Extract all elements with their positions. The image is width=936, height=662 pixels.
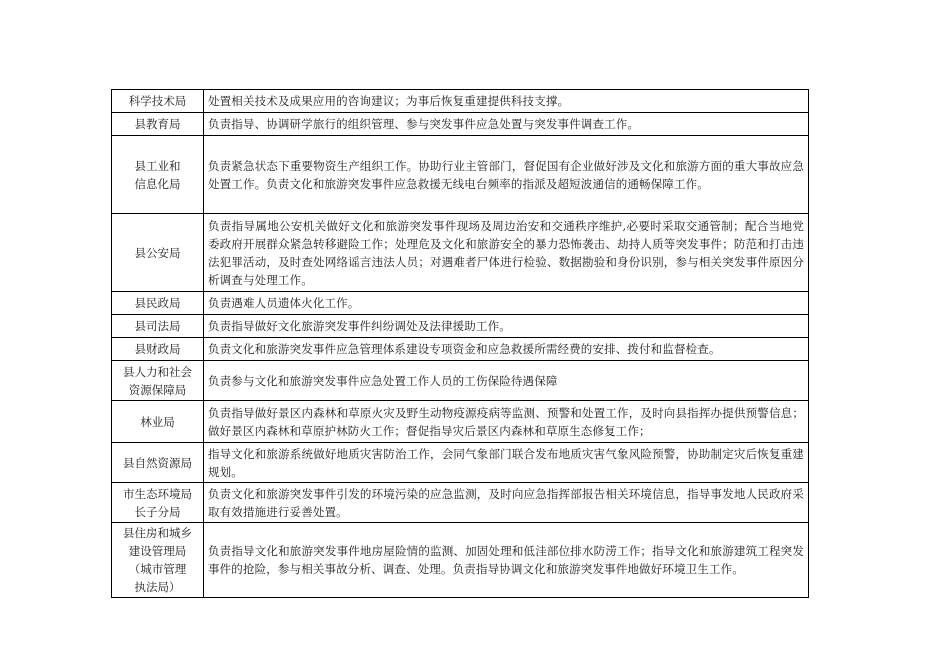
department-name: 市生态环境局 长子分局 (112, 483, 204, 523)
table-row (112, 523, 809, 598)
department-duty: 负责指导、协调研学旅行的组织管理、参与突发事件应急处置与突发事件调查工作。 (204, 113, 809, 136)
table-row (112, 292, 809, 315)
department-duty: 负责遇难人员遗体火化工作。 (204, 292, 809, 315)
department-duty: 负责指导属地公安机关做好文化和旅游突发事件现场及周边治安和交通秩序维护,必要时采取交通管制；配合当地党委政府开展群众紧急转移避险工作；处理危及文化和旅游安全的暴力恐怖袭击、劫持人质等突发事件；防范和打击违法犯罪活动，及时查处网络谣言违法人员；对遇难者尸体进行检验、数据勘验和身份识别，参与相关突发事件原因分析调查与处理工作。 (204, 214, 809, 292)
department-name: 林业局 (112, 401, 204, 443)
department-name: 县住房和城乡 建设管理局 （城市管理 执法局） (112, 523, 204, 598)
department-name: 县人力和社会 资源保障局 (112, 361, 204, 401)
department-name: 科学技术局 (112, 90, 204, 113)
department-duty: 处置相关技术及成果应用的咨询建议；为事后恢复重建提供科技支撑。 (204, 90, 809, 113)
table-row (112, 90, 809, 113)
table-row (112, 401, 809, 443)
department-name: 县自然资源局 (112, 443, 204, 483)
department-duty: 负责文化和旅游突发事件引发的环境污染的应急监测，及时向应急指挥部报告相关环境信息，指导事发地人民政府采取有效措施进行妥善处置。 (204, 483, 809, 523)
table-row (112, 214, 809, 292)
department-name: 县教育局 (112, 113, 204, 136)
agency-duty-table (111, 89, 809, 598)
department-duty: 负责参与文化和旅游突发事件应急处置工作人员的工伤保险待遇保障 (204, 361, 809, 401)
department-duty: 负责文化和旅游突发事件应急管理体系建设专项资金和应急救援所需经费的安排、拨付和监督检查。 (204, 338, 809, 361)
table-row (112, 443, 809, 483)
department-duty: 指导文化和旅游系统做好地质灾害防治工作，会同气象部门联合发布地质灾害气象风险预警，协助制定灾后恢复重建规划。 (204, 443, 809, 483)
department-name: 县司法局 (112, 315, 204, 338)
table-row (112, 338, 809, 361)
department-name: 县公安局 (112, 214, 204, 292)
table-row (112, 315, 809, 338)
department-name: 县财政局 (112, 338, 204, 361)
table-row (112, 361, 809, 401)
table-row (112, 483, 809, 523)
table-row (112, 113, 809, 136)
department-name: 县民政局 (112, 292, 204, 315)
department-name: 县工业和 信息化局 (112, 136, 204, 214)
department-duty: 负责紧急状态下重要物资生产组织工作。协助行业主管部门，督促国有企业做好涉及文化和旅游方面的重大事故应急处置工作。负责文化和旅游突发事件应急救援无线电台频率的指派及超短波通信的通畅保障工作。 (204, 136, 809, 214)
department-duty: 负责指导做好景区内森林和草原火灾及野生动物疫源疫病等监测、预警和处置工作，及时向县指挥办提供预警信息；做好景区内森林和草原护林防火工作；督促指导灾后景区内森林和草原生态修复工作； (204, 401, 809, 443)
table-row (112, 136, 809, 214)
department-duty: 负责指导做好文化旅游突发事件纠纷调处及法律援助工作。 (204, 315, 809, 338)
department-duty: 负责指导文化和旅游突发事件地房屋险情的监测、加固处理和低洼部位排水防涝工作；指导文化和旅游建筑工程突发事件的抢险，参与相关事故分析、调查、处理。负责指导协调文化和旅游突发事件地做好环境卫生工作。 (204, 523, 809, 598)
